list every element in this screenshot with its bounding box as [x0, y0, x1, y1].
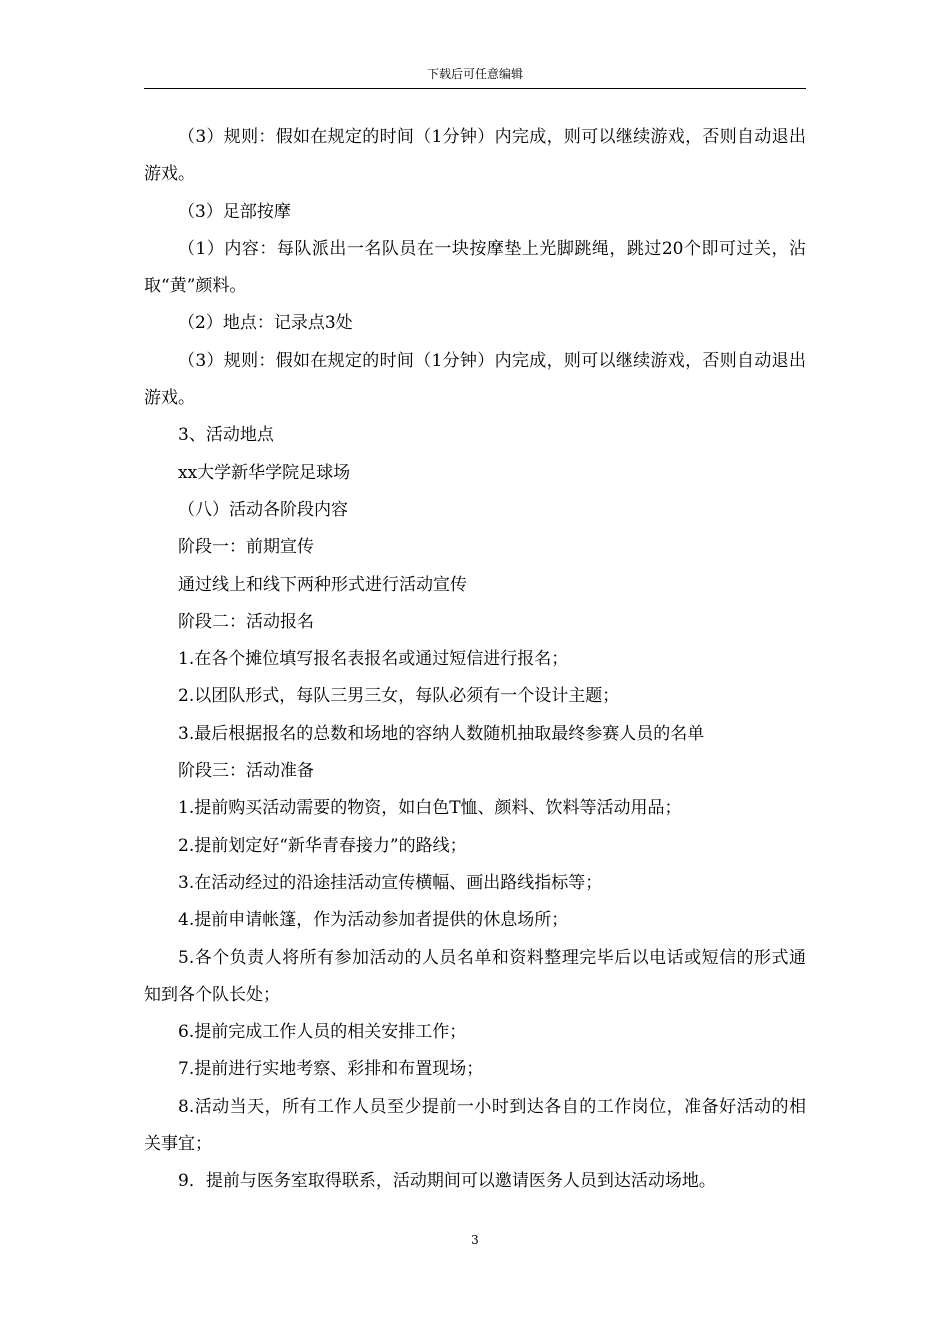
- document-body: [144, 119, 806, 1201]
- list-item: 8.活动当天，所有工作人员至少提前一小时到达各自的工作岗位，准备好活动的相关事宜；: [144, 1096, 806, 1155]
- paragraph-stage-three: 阶段三：活动准备: [178, 761, 314, 782]
- header-divider: [144, 88, 806, 89]
- paragraph-activity-location-heading: 3、活动地点: [178, 425, 274, 446]
- header-note: 下载后可任意编辑: [426, 67, 523, 81]
- list-item: 1.提前购买活动需要的物资，如白色T恤、颜料、饮料等活动用品；: [178, 798, 682, 819]
- paragraph-location: （2）地点：记录点3处: [178, 313, 353, 334]
- paragraph-foot-massage-title: （3）足部按摩: [178, 201, 291, 222]
- list-item: 1.在各个摊位填写报名表报名或通过短信进行报名；: [178, 649, 569, 670]
- paragraph-rule-1: （3）规则：假如在规定的时间（1分钟）内完成，则可以继续游戏，否则自动退出游戏。: [144, 127, 806, 185]
- list-item: 3.最后根据报名的总数和场地的容纳人数随机抽取最终参赛人员的名单: [178, 723, 705, 744]
- list-item: 7.提前进行实地考察、彩排和布置现场；: [178, 1059, 484, 1080]
- list-item: 2.提前划定好“新华青春接力”的路线；: [178, 835, 467, 856]
- paragraph-stage-one-detail: 通过线上和线下两种形式进行活动宣传: [178, 574, 467, 595]
- paragraph-activity-location: xx大学新华学院足球场: [178, 462, 351, 483]
- page-number: 3: [471, 1233, 479, 1247]
- paragraph-content: （1）内容：每队派出一名队员在一块按摩垫上光脚跳绳，跳过20个即可过关，沾取“黄”颜料。: [144, 238, 806, 297]
- list-item: 9．提前与医务室取得联系，活动期间可以邀请医务人员到达活动场地。: [178, 1171, 716, 1192]
- paragraph-stage-one: 阶段一：前期宣传: [178, 537, 314, 558]
- list-item: 2.以团队形式，每队三男三女，每队必须有一个设计主题；: [178, 686, 620, 707]
- paragraph-rule-2: （3）规则：假如在规定的时间（1分钟）内完成，则可以继续游戏，否则自动退出游戏。: [144, 350, 806, 409]
- list-item: 5.各个负责人将所有参加活动的人员名单和资料整理完毕后以电话或短信的形式通知到各个队长处；: [144, 947, 806, 1005]
- list-item: 4.提前申请帐篷，作为活动参加者提供的休息场所；: [178, 910, 569, 931]
- list-item: 6.提前完成工作人员的相关安排工作；: [178, 1022, 467, 1043]
- paragraph-stages-heading: （八）活动各阶段内容: [178, 499, 348, 520]
- paragraph-stage-two: 阶段二：活动报名: [178, 611, 314, 632]
- list-item: 3.在活动经过的沿途挂活动宣传横幅、画出路线指标等；: [178, 872, 603, 893]
